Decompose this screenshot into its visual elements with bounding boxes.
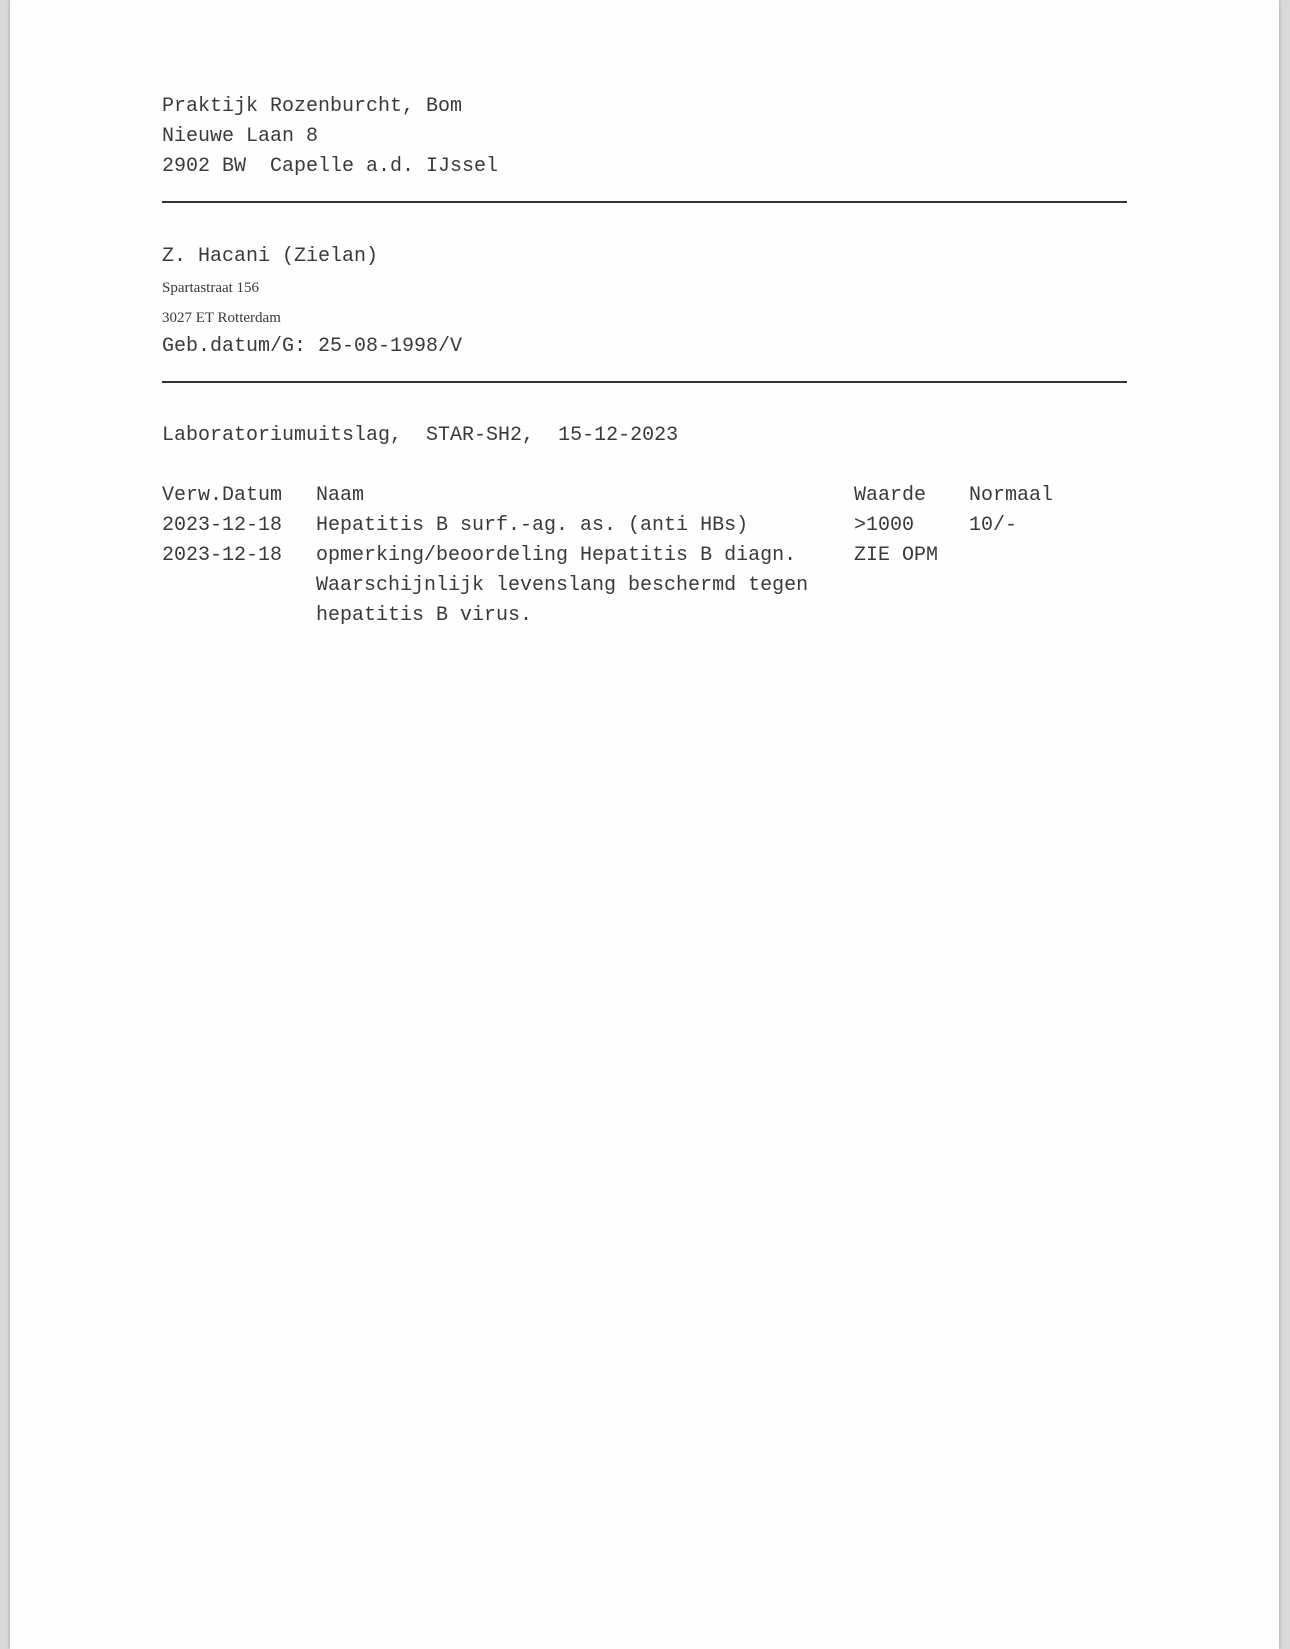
header-normal: Normaal (969, 484, 1054, 507)
remark-line: hepatitis B virus. (316, 604, 533, 627)
divider (162, 201, 1127, 203)
header-date: Verw.Datum (162, 484, 283, 507)
report-title: Laboratoriumuitslag, STAR-SH2, 15-12-2023 (162, 424, 679, 447)
document-page (10, 0, 1279, 1649)
remark-line: Waarschijnlijk levenslang beschermd tegen (316, 574, 809, 597)
row-date: 2023-12-18 (162, 514, 283, 537)
sender-name: Praktijk Rozenburcht, Bom (162, 95, 463, 118)
sender-street: Nieuwe Laan 8 (162, 125, 319, 148)
row-name: opmerking/beoordeling Hepatitis B diagn. (316, 544, 797, 567)
header-name: Naam (316, 484, 365, 507)
row-name: Hepatitis B surf.-ag. as. (anti HBs) (316, 514, 749, 537)
header-value: Waarde (854, 484, 927, 507)
row-normal: 10/- (969, 514, 1018, 537)
row-value: >1000 (854, 514, 915, 537)
sender-city: 2902 BW Capelle a.d. IJssel (162, 155, 499, 178)
patient-street: Spartastraat 156 (162, 280, 260, 296)
row-value: ZIE OPM (854, 544, 939, 567)
patient-birthdate: Geb.datum/G: 25-08-1998/V (162, 335, 463, 358)
patient-city: 3027 ET Rotterdam (162, 310, 281, 326)
patient-name: Z. Hacani (Zielan) (162, 245, 379, 268)
row-date: 2023-12-18 (162, 544, 283, 567)
divider (162, 381, 1127, 383)
